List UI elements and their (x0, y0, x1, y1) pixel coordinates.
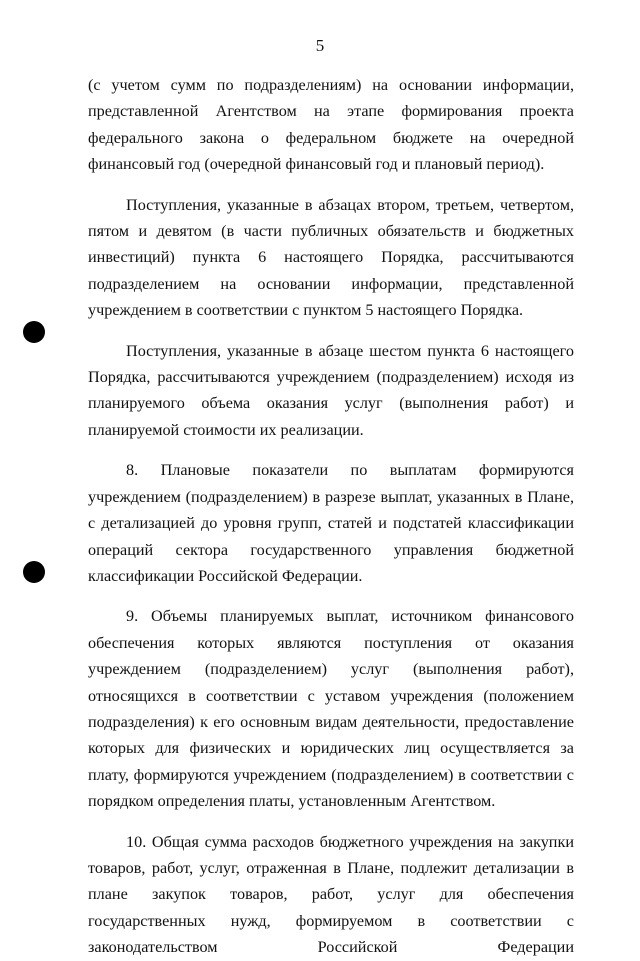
paragraph-receipts-institution: Поступления, указанные в абзаце шестом пункта 6 настоящего Порядка, рассчитываются учреждением (подразделением) исходя из планируемого объема оказания услуг (выполнения работ) и планируемой стоимости их реализации. (88, 341, 574, 439)
paragraph-item-10: 10. Общая сумма расходов бюджетного учреждения на закупки товаров, работ, услуг, отраженная в Плане, подлежит детализации в плане закупок товаров, работ, услуг для обеспечения государственных нужд, формируемом в соответствии с законодательством Российской Федерации (88, 832, 574, 957)
paragraph-receipts-subdivision: Поступления, указанные в абзацах втором, третьем, четвертом, пятом и девятом (в части публичных обязательств и бюджетных инвестиций) пункта 6 настоящего Порядка, рассчитываются подразделением на основании информации, представленной учреждением в соответствии с пунктом 5 настоящего Порядка. (88, 195, 574, 320)
paragraph-continuation: (с учетом сумм по подразделениям) на основании информации, представленной Агентством на этапе формирования проекта федерального закона о федеральном бюджете на очередной финансовый год (очередной финансовый год и плановый период). (88, 76, 574, 174)
document-body (88, 72, 574, 961)
paragraph-item-8: 8. Плановые показатели по выплатам формируются учреждением (подразделением) в разрезе выплат, указанных в Плане, с детализацией до уровня групп, статей и подстатей классификации операций сектора государственного управления бюджетной классификации Российской Федерации. (88, 461, 574, 585)
page-number: 5 (315, 36, 325, 55)
paragraph-item-9: 9. Объемы планируемых выплат, источником финансового обеспечения которых являются поступления от оказания учреждением (подразделением) услуг (выполнения работ), относящихся в соответствии с уставом учреждения (положением подразделения) к его основным видам деятельности, предоставление которых для физических и юридических лиц осуществляется за плату, формируются учреждением (подразделением) в соответствии с порядком определения платы, установленным Агентством. (88, 607, 574, 811)
punch-hole-mark (23, 561, 45, 583)
punch-hole-mark (23, 321, 45, 343)
